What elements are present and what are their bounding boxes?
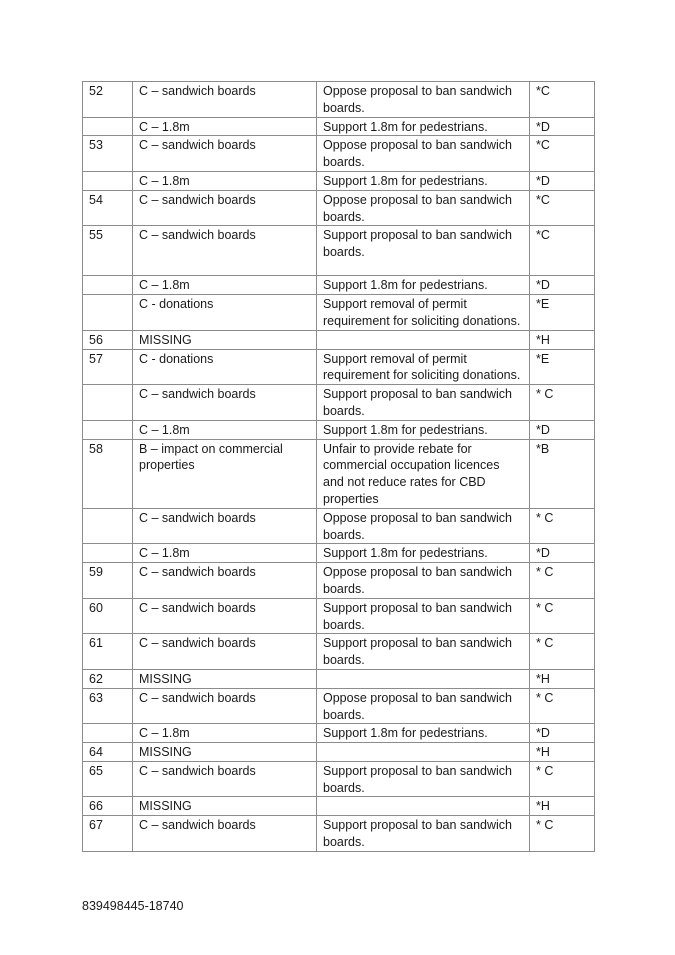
submission-number-cell bbox=[83, 276, 133, 295]
table-row bbox=[83, 797, 595, 816]
table-row bbox=[83, 563, 595, 599]
topic-cell: MISSING bbox=[133, 330, 317, 349]
category-code-cell: *D bbox=[530, 724, 595, 743]
submission-number-cell bbox=[83, 385, 133, 421]
table-row bbox=[83, 508, 595, 544]
summary-cell: Unfair to provide rebate for commercial occupation licences and not reduce rates for CBD properties bbox=[317, 439, 530, 508]
table-row bbox=[83, 295, 595, 331]
category-code-cell: * C bbox=[530, 688, 595, 724]
summary-cell: Support proposal to ban sandwich boards. bbox=[317, 226, 530, 276]
summary-cell: Support proposal to ban sandwich boards. bbox=[317, 634, 530, 670]
summary-cell: Support removal of permit requirement for soliciting donations. bbox=[317, 349, 530, 385]
submission-number-cell: 66 bbox=[83, 797, 133, 816]
category-code-cell: *C bbox=[530, 82, 595, 118]
table-row bbox=[83, 598, 595, 634]
submission-number-cell: 58 bbox=[83, 439, 133, 508]
category-code-cell: *C bbox=[530, 136, 595, 172]
topic-cell: C – sandwich boards bbox=[133, 226, 317, 276]
submission-number-cell bbox=[83, 724, 133, 743]
submission-number-cell: 63 bbox=[83, 688, 133, 724]
topic-cell: C - donations bbox=[133, 349, 317, 385]
submission-number-cell: 60 bbox=[83, 598, 133, 634]
topic-cell: C – sandwich boards bbox=[133, 508, 317, 544]
summary-cell: Support proposal to ban sandwich boards. bbox=[317, 385, 530, 421]
category-code-cell: *H bbox=[530, 797, 595, 816]
submission-number-cell bbox=[83, 508, 133, 544]
category-code-cell: *H bbox=[530, 669, 595, 688]
table-row bbox=[83, 349, 595, 385]
summary-cell: Support removal of permit requirement for soliciting donations. bbox=[317, 295, 530, 331]
category-code-cell: *H bbox=[530, 330, 595, 349]
submission-number-cell: 54 bbox=[83, 190, 133, 226]
category-code-cell: *D bbox=[530, 117, 595, 136]
summary-cell: Support proposal to ban sandwich boards. bbox=[317, 761, 530, 797]
submission-number-cell bbox=[83, 295, 133, 331]
submission-number-cell: 57 bbox=[83, 349, 133, 385]
summary-cell: Support 1.8m for pedestrians. bbox=[317, 276, 530, 295]
table-row bbox=[83, 761, 595, 797]
table-row bbox=[83, 82, 595, 118]
topic-cell: C – sandwich boards bbox=[133, 190, 317, 226]
category-code-cell: *C bbox=[530, 190, 595, 226]
category-code-cell: * C bbox=[530, 761, 595, 797]
category-code-cell: * C bbox=[530, 816, 595, 852]
submission-number-cell: 61 bbox=[83, 634, 133, 670]
submission-number-cell: 55 bbox=[83, 226, 133, 276]
summary-cell: Support 1.8m for pedestrians. bbox=[317, 117, 530, 136]
submissions-table-body bbox=[83, 82, 595, 852]
submission-number-cell: 56 bbox=[83, 330, 133, 349]
topic-cell: C – sandwich boards bbox=[133, 634, 317, 670]
summary-cell bbox=[317, 743, 530, 762]
table-row bbox=[83, 171, 595, 190]
category-code-cell: *H bbox=[530, 743, 595, 762]
table-row bbox=[83, 688, 595, 724]
category-code-cell: * C bbox=[530, 598, 595, 634]
submission-number-cell bbox=[83, 544, 133, 563]
submission-number-cell: 67 bbox=[83, 816, 133, 852]
document-id-footer: 839498445-18740 bbox=[82, 899, 184, 913]
submission-number-cell: 62 bbox=[83, 669, 133, 688]
topic-cell: C – sandwich boards bbox=[133, 598, 317, 634]
topic-cell: C – sandwich boards bbox=[133, 136, 317, 172]
topic-cell: C – sandwich boards bbox=[133, 82, 317, 118]
topic-cell: C – 1.8m bbox=[133, 544, 317, 563]
table-row bbox=[83, 743, 595, 762]
table-row bbox=[83, 385, 595, 421]
submission-number-cell bbox=[83, 420, 133, 439]
category-code-cell: *D bbox=[530, 544, 595, 563]
table-row bbox=[83, 544, 595, 563]
summary-cell: Oppose proposal to ban sandwich boards. bbox=[317, 688, 530, 724]
summary-cell: Support 1.8m for pedestrians. bbox=[317, 420, 530, 439]
table-row bbox=[83, 117, 595, 136]
summary-cell: Support 1.8m for pedestrians. bbox=[317, 724, 530, 743]
topic-cell: C – sandwich boards bbox=[133, 385, 317, 421]
table-row bbox=[83, 816, 595, 852]
table-row bbox=[83, 420, 595, 439]
category-code-cell: * C bbox=[530, 563, 595, 599]
table-row bbox=[83, 724, 595, 743]
table-row bbox=[83, 276, 595, 295]
category-code-cell: *E bbox=[530, 295, 595, 331]
category-code-cell: *C bbox=[530, 226, 595, 276]
topic-cell: C – 1.8m bbox=[133, 420, 317, 439]
submission-number-cell: 52 bbox=[83, 82, 133, 118]
summary-cell: Support proposal to ban sandwich boards. bbox=[317, 598, 530, 634]
submissions-table bbox=[82, 81, 595, 852]
submission-number-cell: 64 bbox=[83, 743, 133, 762]
topic-cell: MISSING bbox=[133, 797, 317, 816]
summary-cell: Support 1.8m for pedestrians. bbox=[317, 171, 530, 190]
topic-cell: C – 1.8m bbox=[133, 171, 317, 190]
summary-cell bbox=[317, 797, 530, 816]
category-code-cell: * C bbox=[530, 634, 595, 670]
table-row bbox=[83, 439, 595, 508]
category-code-cell: * C bbox=[530, 385, 595, 421]
table-row bbox=[83, 136, 595, 172]
table-row bbox=[83, 330, 595, 349]
summary-cell: Oppose proposal to ban sandwich boards. bbox=[317, 136, 530, 172]
category-code-cell: * C bbox=[530, 508, 595, 544]
category-code-cell: *B bbox=[530, 439, 595, 508]
table-row bbox=[83, 669, 595, 688]
submission-number-cell: 65 bbox=[83, 761, 133, 797]
summary-cell bbox=[317, 330, 530, 349]
topic-cell: C – 1.8m bbox=[133, 724, 317, 743]
category-code-cell: *E bbox=[530, 349, 595, 385]
topic-cell: C – sandwich boards bbox=[133, 563, 317, 599]
topic-cell: C – sandwich boards bbox=[133, 688, 317, 724]
table-row bbox=[83, 634, 595, 670]
submission-number-cell bbox=[83, 117, 133, 136]
summary-cell: Oppose proposal to ban sandwich boards. bbox=[317, 82, 530, 118]
category-code-cell: *D bbox=[530, 276, 595, 295]
topic-cell: C – sandwich boards bbox=[133, 816, 317, 852]
submission-number-cell bbox=[83, 171, 133, 190]
category-code-cell: *D bbox=[530, 420, 595, 439]
summary-cell: Support 1.8m for pedestrians. bbox=[317, 544, 530, 563]
topic-cell: B – impact on commercial properties bbox=[133, 439, 317, 508]
summary-cell bbox=[317, 669, 530, 688]
summary-cell: Oppose proposal to ban sandwich boards. bbox=[317, 563, 530, 599]
submission-number-cell: 59 bbox=[83, 563, 133, 599]
summary-cell: Oppose proposal to ban sandwich boards. bbox=[317, 190, 530, 226]
summary-cell: Support proposal to ban sandwich boards. bbox=[317, 816, 530, 852]
topic-cell: C – sandwich boards bbox=[133, 761, 317, 797]
table-row bbox=[83, 226, 595, 276]
topic-cell: MISSING bbox=[133, 669, 317, 688]
summary-cell: Oppose proposal to ban sandwich boards. bbox=[317, 508, 530, 544]
topic-cell: C - donations bbox=[133, 295, 317, 331]
submission-number-cell: 53 bbox=[83, 136, 133, 172]
topic-cell: C – 1.8m bbox=[133, 276, 317, 295]
topic-cell: MISSING bbox=[133, 743, 317, 762]
topic-cell: C – 1.8m bbox=[133, 117, 317, 136]
category-code-cell: *D bbox=[530, 171, 595, 190]
table-row bbox=[83, 190, 595, 226]
